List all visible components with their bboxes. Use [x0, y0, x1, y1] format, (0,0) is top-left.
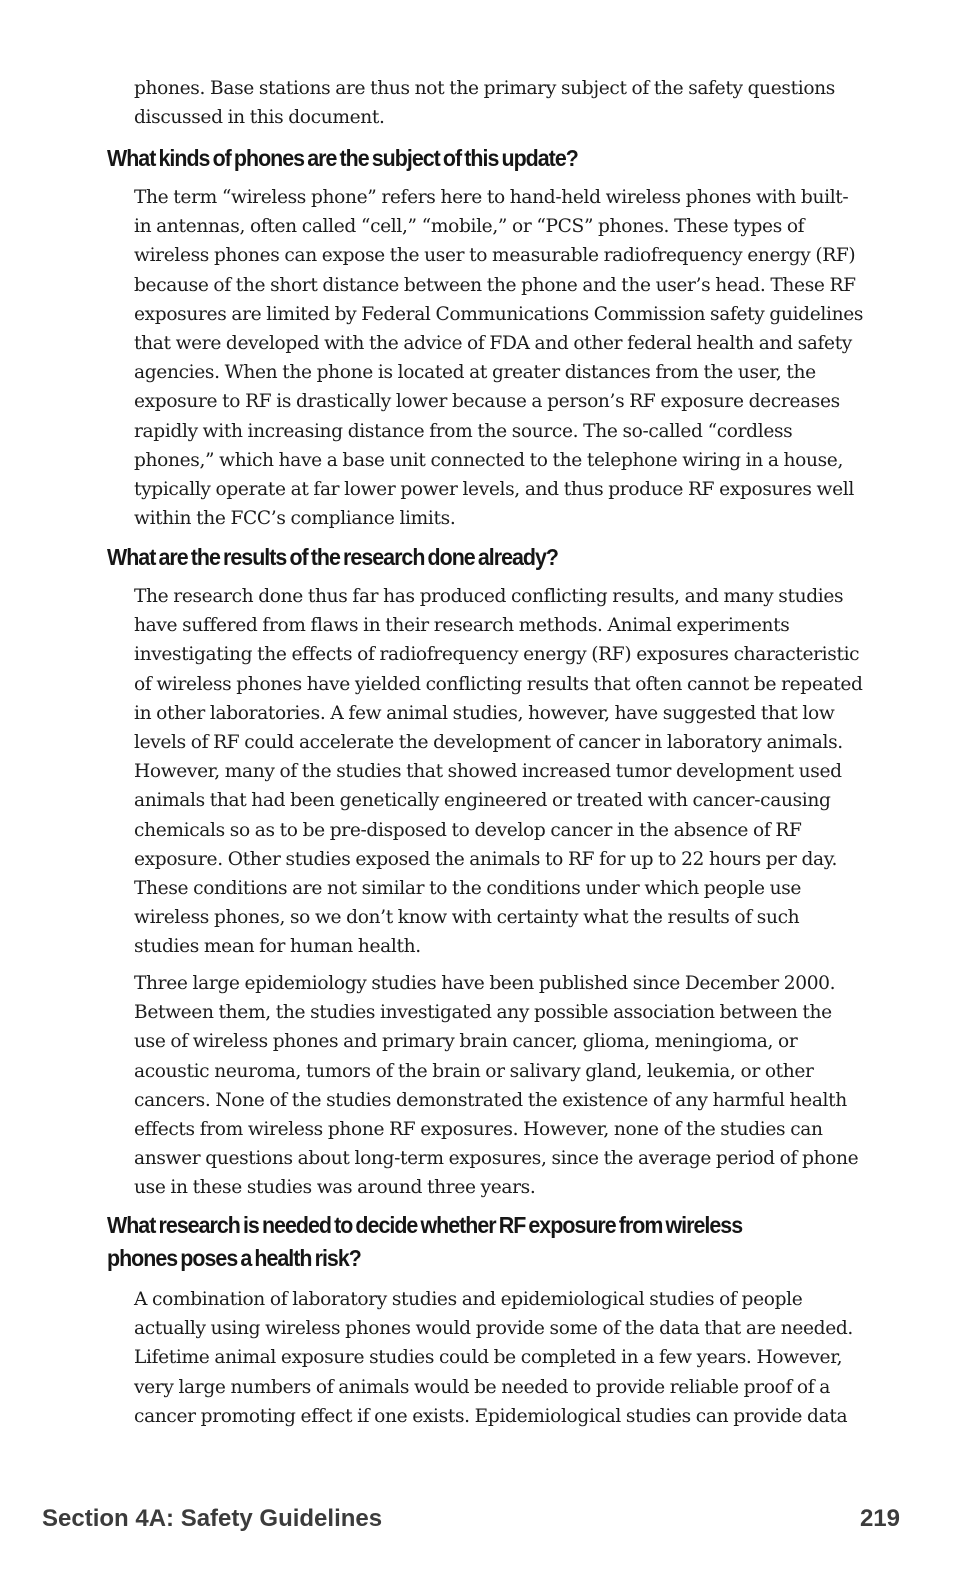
heading-research-results: What are the results of the research done already?	[107, 544, 559, 570]
paragraph-phone-kinds: The term “wireless phone” refers here to hand-held wireless phones with built-in antennas, often called “cell,” “mobile,” or “PCS” phones. These types of wireless phones can expose the user to measurable radiofrequency energy (RF) because of the short distance between the phone and the user’s head. These RF exposures are limited by Federal Communications Commission safety guidelines that were developed with the advice of FDA and other federal health and safety agencies. When the phone is located at greater distances from the user, the exposure to RF is drastically lower because a person’s RF exposure decreases rapidly with increasing distance from the source. The so-called “cordless phones,” which have a base unit connected to the telephone wiring in a house, typically operate at far lower power levels, and thus produce RF exposures well within the FCC’s compliance limits.	[134, 187, 864, 530]
paragraph-research-results-1: The research done thus far has produced conflicting results, and many studies have suffered from flaws in their research methods. Animal experiments investigating the effects of radiofrequency energy (RF) exposures characteristic of wireless phones have yielded conflicting results that often cannot be repeated in other laboratories. A few animal studies, however, have suggested that low levels of RF could accelerate the development of cancer in laboratory animals. However, many of the studies that showed increased tumor development used animals that had been genetically engineered or treated with cancer-causing chemicals so as to be pre-disposed to develop cancer in the absence of RF exposure. Other studies exposed the animals to RF for up to 22 hours per day. These conditions are not similar to the conditions under which people use wireless phones, so we don’t know with certainty what the results of such studies mean for human health.	[134, 586, 863, 958]
page-number: 219	[859, 1505, 900, 1532]
intro-paragraph: phones. Base stations are thus not the primary subject of the safety questions discussed in this document.	[134, 78, 835, 129]
paragraph-research-needed: A combination of laboratory studies and epidemiological studies of people actually using wireless phones would provide some of the data that are needed. Lifetime animal exposure studies could be completed in a few years. However, very large numbers of animals would be needed to provide reliable proof of a cancer promoting effect if one exists. Epidemiological studies can provide data	[134, 1289, 853, 1427]
heading-research-needed: What research is needed to decide whether RF exposure from wireless phones poses a health risk?	[107, 1212, 743, 1271]
paragraph-research-results-2: Three large epidemiology studies have been published since December 2000. Between them, the studies investigated any possible association between the use of wireless phones and primary brain cancer, glioma, meningioma, or acoustic neuroma, tumors of the brain or salivary gland, leukemia, or other cancers. None of the studies demonstrated the existence of any harmful health effects from wireless phone RF exposures. However, none of the studies can answer questions about long-term exposures, since the average period of phone use in these studies was around three years.	[134, 973, 859, 1199]
page-footer	[42, 1502, 902, 1536]
heading-phone-kinds: What kinds of phones are the subject of this update?	[107, 145, 578, 171]
footer-section-title: Section 4A: Safety Guidelines	[42, 1505, 383, 1532]
